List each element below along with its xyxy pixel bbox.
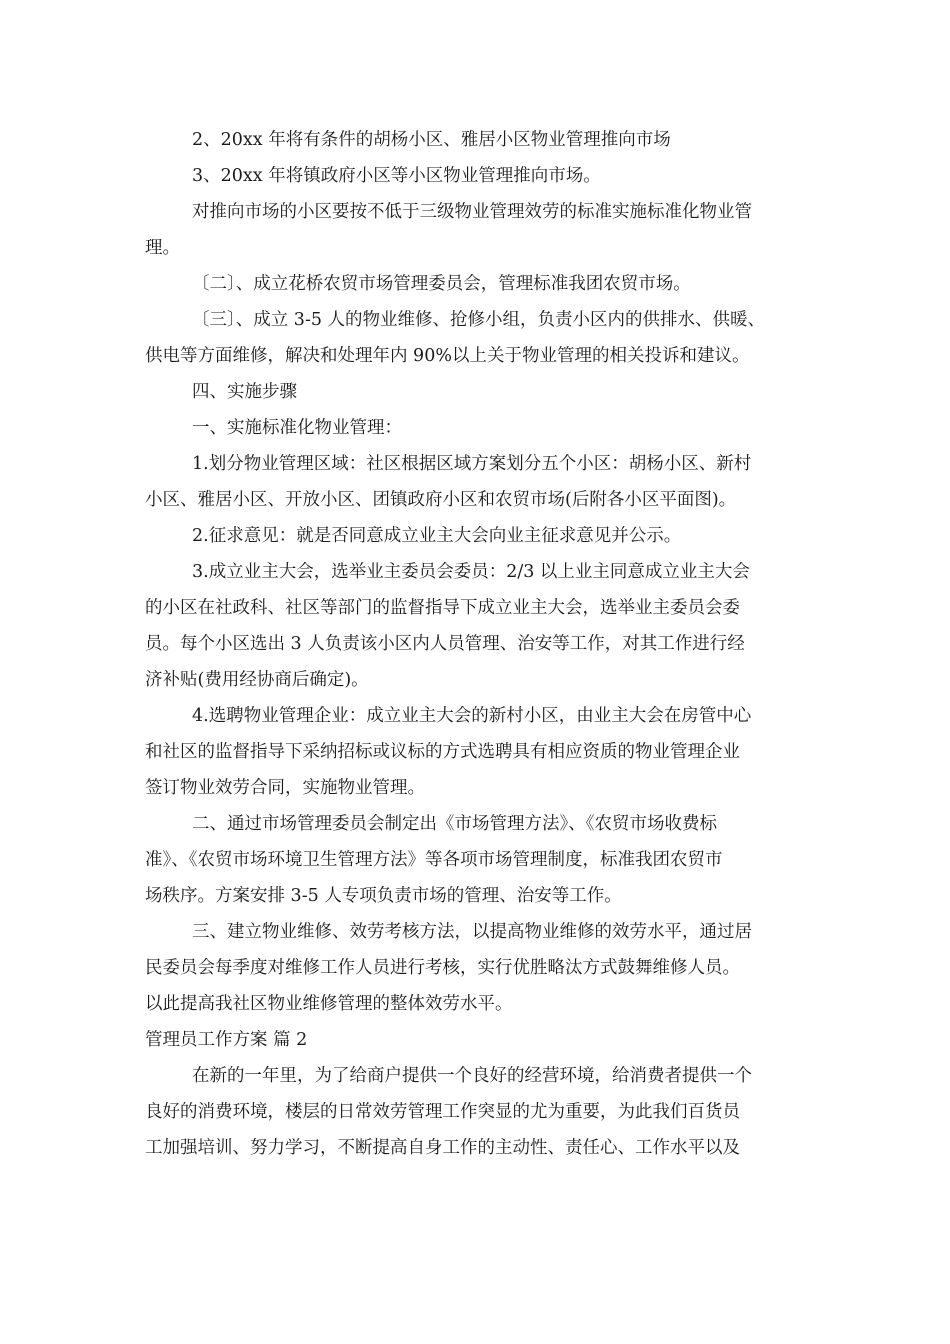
paragraph-line: 理。: [145, 238, 180, 258]
section-heading: 四、实施步骤: [192, 382, 297, 402]
subsection-heading: 一、实施标准化物业管理：: [192, 418, 402, 438]
paragraph-line: 民委员会每季度对维修工作人员进行考核，实行优胜略汰方式鼓舞维修人员。: [145, 958, 740, 978]
paragraph-line: 签订物业效劳合同，实施物业管理。: [145, 778, 425, 798]
paragraph-line: 以此提高我社区物业维修管理的整体效劳水平。: [145, 994, 513, 1014]
paragraph-line: 场秩序。方案安排 3-5 人专项负责市场的管理、治安等工作。: [145, 886, 622, 906]
paragraph-line: 在新的一年里，为了给商户提供一个良好的经营环境，给消费者提供一个: [192, 1066, 752, 1086]
paragraph-line: 小区、雅居小区、开放小区、团镇政府小区和农贸市场(后附各小区平面图)。: [145, 490, 737, 510]
paragraph-line: 济补贴(费用经协商后确定)。: [145, 670, 369, 690]
paragraph-line: 的小区在社政科、社区等部门的监督指导下成立业主大会，选举业主委员会委: [145, 598, 740, 618]
paragraph-line: 1.划分物业管理区域：社区根据区域方案划分五个小区：胡杨小区、新村: [192, 454, 752, 474]
paragraph-line: 和社区的监督指导下采纳招标或议标的方式选聘具有相应资质的物业管理企业: [145, 742, 740, 762]
section-title: 管理员工作方案 篇 2: [145, 1030, 308, 1050]
document-body: [145, 122, 815, 1166]
paragraph-line: 三、建立物业维修、效劳考核方法，以提高物业维修的效劳水平，通过居: [192, 922, 752, 942]
paragraph-line: 2.征求意见：就是否同意成立业主大会向业主征求意见并公示。: [192, 526, 682, 546]
paragraph-line: 员。每个小区选出 3 人负责该小区内人员管理、治安等工作，对其工作进行经: [145, 634, 745, 654]
paragraph-line: 〔二〕、成立花桥农贸市场管理委员会，管理标准我团农贸市场。: [192, 274, 691, 294]
paragraph-line: 准》、《农贸市场环境卫生管理方法》等各项市场管理制度，标准我团农贸市: [145, 850, 723, 870]
paragraph-line: 3.成立业主大会，选举业主委员会委员：2/3 以上业主同意成立业主大会: [192, 562, 750, 582]
paragraph-line: 良好的消费环境，楼层的日常效劳管理工作突显的尤为重要，为此我们百货员: [145, 1102, 740, 1122]
paragraph-line: 3、20xx 年将镇政府小区等小区物业管理推向市场。: [192, 166, 601, 186]
paragraph-line: 4.选聘物业管理企业：成立业主大会的新村小区，由业主大会在房管中心: [192, 706, 752, 726]
paragraph-line: 〔三〕、成立 3-5 人的物业维修、抢修小组，负责小区内的供排水、供暖、: [192, 310, 766, 330]
paragraph-line: 二、通过市场管理委员会制定出《市场管理方法》、《农贸市场收费标: [192, 814, 717, 834]
paragraph-line: 2、20xx 年将有条件的胡杨小区、雅居小区物业管理推向市场: [192, 130, 671, 150]
paragraph-line: 供电等方面维修，解决和处理年内 90%以上关于物业管理的相关投诉和建议。: [145, 346, 750, 366]
paragraph-line: 工加强培训、努力学习，不断提高自身工作的主动性、责任心、工作水平以及: [145, 1138, 740, 1158]
paragraph-line: 对推向市场的小区要按不低于三级物业管理效劳的标准实施标准化物业管: [192, 202, 752, 222]
